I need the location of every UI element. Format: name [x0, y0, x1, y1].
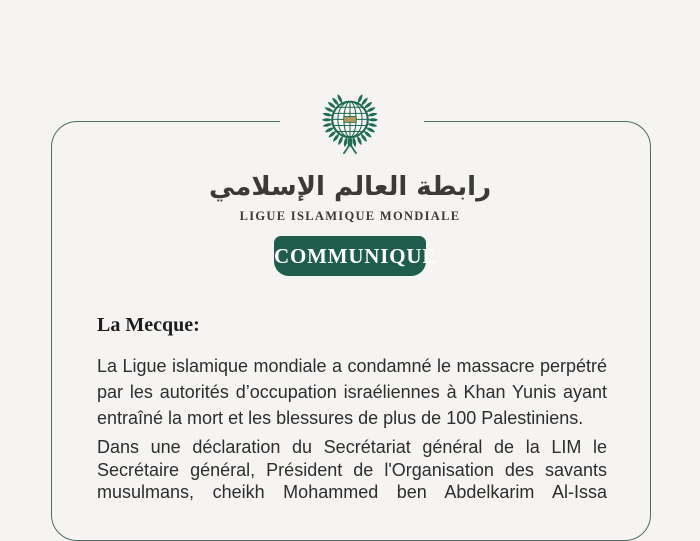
paragraph-line: Dans une déclaration du Secrétariat général de la LIM le: [97, 437, 607, 457]
paragraph-line: La Ligue islamique mondiale a condamné le massacre perpétré: [97, 356, 607, 376]
paragraph-line: musulmans, cheikh Mohammed ben Abdelkarim Al-Issa: [97, 482, 607, 502]
org-name: LIGUE ISLAMIQUE MONDIALE: [239, 209, 461, 223]
dateline-heading: La Mecque:: [97, 314, 200, 336]
paragraph-line: entraîné la mort et les blessures de plus de 100 Palestiniens.: [97, 408, 584, 428]
mwl-emblem: [311, 88, 389, 156]
laurel-wreath-globe-icon: [311, 88, 389, 156]
communique-banner-label: COMMUNIQUE: [274, 244, 438, 268]
paragraph-line: par les autorités d’occupation israéliennes à Khan Yunis ayant: [97, 382, 607, 402]
arabic-calligraphy-title: رابطة العالم الإسلامي: [208, 172, 492, 202]
communique-banner: [274, 236, 438, 276]
paragraph-line: Secrétaire général, Président de l'Organisation des savants: [97, 459, 607, 480]
paragraph-2: [97, 436, 607, 504]
paragraph-1: [97, 353, 607, 431]
